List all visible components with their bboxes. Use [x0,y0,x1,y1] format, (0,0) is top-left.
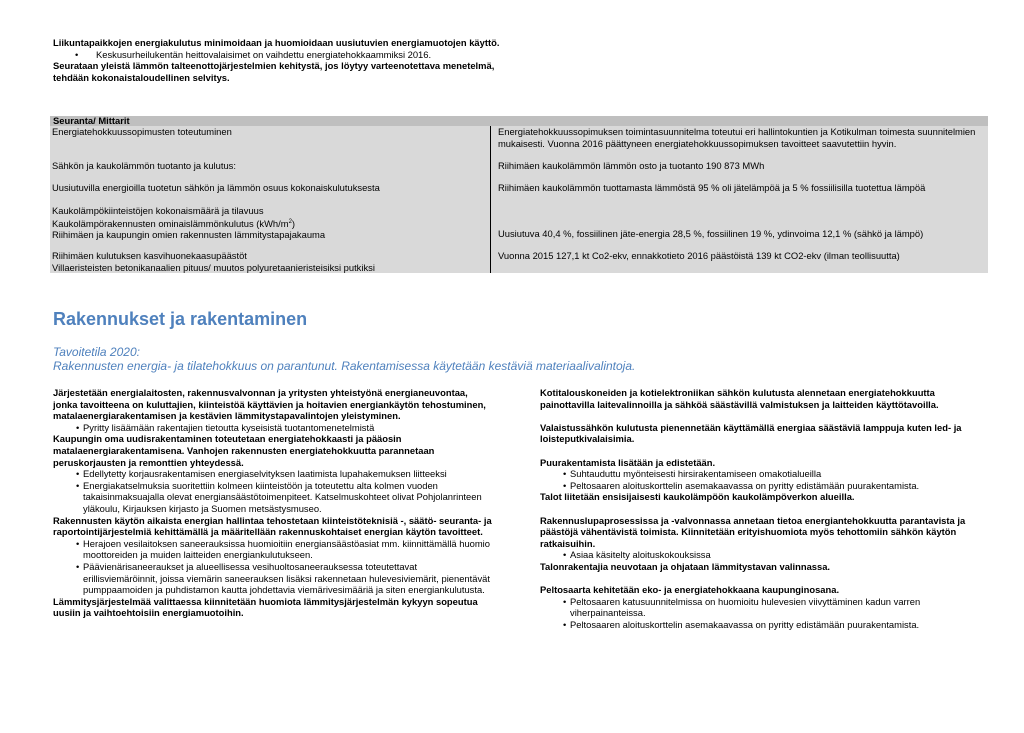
bullet-list [540,468,980,491]
paragraph: Talonrakentajia neuvotaan ja ohjataan lämmitystavan valinnassa. [540,560,831,572]
table-cell-line [52,217,484,230]
table-cell-left: Energiatehokkuussopimusten toteutuminen [52,126,232,137]
list-item: • Peltosaaren aloituskorttelin asemakaavassa on pyritty edistämään puurakentamista. [540,480,980,492]
left-column [53,387,493,619]
table-cell-left: Uusiutuvilla energioilla tuotetun sähkön ja lämmön osuus kokonaiskulutuksesta [52,182,380,193]
paragraph: Kaupungin oma uudisrakentaminen toteutetaan energiatehokkaasti ja pääosin matalaenergiarakentamisena. Vanhojen rakennusten energiatehokkuutta parannetaan peruskorjausten ja remonttien yhteydessä. [53,433,435,468]
intro-block [53,37,503,83]
paragraph: Rakennuslupaprosessissa ja -valvonnassa annetaan tietoa energiantehokkuutta parantavista ja päästöjä vähentävistä toimista. Kiinnitetään erityishuomiota myös tehottomiin sähkön käytön ratkaisuihin. [540,514,966,549]
table-cell-right: Riihimäen kaukolämmön lämmön osto ja tuotanto 190 873 MWh [498,160,765,171]
metrics-table [50,116,988,273]
list-item: • Suhtauduttu myönteisesti hirsirakentamiseen omakotialueilla [540,468,980,480]
spacer [540,445,980,457]
table-cell-line: Riihimäen kulutuksen kasvihuonekaasupäästöt [52,250,247,261]
paragraph: Puurakentamista lisätään ja edistetään. [540,456,716,468]
paragraph: Rakennusten käytön aikaista energian hallintaa tehostetaan kiinteistöteknisiä -, säätö- seuranta- ja raportointijärjestelmiä kehittämällä ja määritellään rakennuskohtaiset energian käytön tavoitteet. [53,514,492,538]
list-item: • Herajoen vesilaitoksen saneerauksissa huomioitiin energiansäästöasiat mm. kiinnittämällä huomio moottoreiden ja muiden laitteiden energiankulutukseen. [53,538,493,561]
list-item: • Edellytetty korjausrakentamisen energiaselvityksen laatimista lupahakemuksen liitteeksi [53,468,493,480]
intro-line-1: Liikuntapaikkojen energiakulutus minimoidaan ja huomioidaan uusiutuvien energiamuotojen käyttö. [53,37,500,48]
spacer [540,503,980,515]
paragraph: Kotitalouskoneiden ja kotielektroniikan sähkön kulutusta alennetaan energiatehokkuutta painottavilla laitevalinnoilla ja sähköä säästävillä valmistuksen ja laitteiden käyttötavoilla. [540,387,939,410]
goal-label: Tavoitetila 2020: [53,345,140,359]
list-item: • Pyritty lisäämään rakentajien tietoutta kyseisistä tuotantomenetelmistä [53,422,493,434]
table-cell-right: Vuonna 2015 127,1 kt Co2-ekv, ennakkotieto 2016 päästöistä 139 kt CO2-ekv (ilman teollisuutta) [498,250,900,261]
superscript: 2 [288,218,292,225]
bullet-list [53,422,493,434]
spacer [540,573,980,585]
spacer [540,410,980,422]
table-cell-right: Energiatehokkuussopimuksen toimintasuunnitelma toteutui eri hallintokuntien ja Kotikulman toimesta suunnitelmien mukaisesti. Vuonna 2016 päättyneen energiatehokkuussopimuksen tavoitteet saavutettiin hyvin. [498,126,976,149]
list-item: • Energiakatselmuksia suoritettiin kolmeen kiinteistöön ja toteutettu alta kolmen vuoden takaisinmaksuajalla olevat energiansäästötoimenpiteet. Katselmuskohteet olivat Pohjolanrinteen yläkoulu, Kirjauksen kirjasto ja Suomen metsästysmuseo. [53,480,493,515]
table-cell-right: Uusiutuva 40,4 %, fossiilinen jäte-energia 28,5 %, fossiilinen 19 %, ydinvoima 12,1 % (sähkö ja lämpö) [498,228,924,239]
list-item: • Keskusurheilukentän heittovalaisimet on vaihdettu energiatehokkaammiksi 2016. [53,49,503,61]
table-cell-line: Riihimäen ja kaupungin omien rakennusten lämmitystapajakauma [52,229,326,241]
paragraph: Talot liitetään ensisijaisesti kaukolämpöön kaukolämpöverkon alueilla. [540,491,855,503]
list-item: • Päävienärisaneeraukset ja alueellisessa vesihuoltosaneerauksessa toteutettavat erillisviemäröinnit, joissa viemärin saneerauksen lisäksi rakennetaan hulevesiviemärit, pienentävät pumppaamoiden ja puhdistamon kautta johdettavia viemärivesimääriä ja siten energiankulutusta. [53,561,493,596]
table-cell-left: Sähkön ja kaukolämmön tuotanto ja kulutus: [52,160,236,171]
bullet-list [540,549,980,561]
paragraph: Lämmitysjärjestelmää valittaessa kiinnitetään huomiota lämmitysjärjestelmän kykyyn sopeutua uusiin ja vaihtoehtoisiin energiamuotoihin. [53,595,478,619]
list-item: • Peltosaaren katusuunnitelmissa on huomioitu hulevesien viivyttäminen kadun varren viherpainanteissa. [540,596,980,619]
table-cell-left [52,250,484,273]
right-column [540,387,980,630]
bullet-list [540,596,980,631]
paragraph: Valaistussähkön kulutusta pienennetään käyttämällä energiaa säästäviä lamppuja kuten led- ja loisteputkivalaisimia. [540,421,962,445]
bullet-list [53,468,493,514]
table-cell-right: Riihimäen kaukolämmön tuottamasta lämmöstä 95 % oli jätelämpöä ja 5 % fossiilisilla tuotettua lämpöä [498,182,926,193]
list-item: • Peltosaaren aloituskorttelin asemakaavassa on pyritty edistämään puurakentamista. [540,619,980,631]
section-title: Rakennukset ja rakentaminen [53,309,308,329]
table-cell-text: Kaukolämpörakennusten ominaislämmönkulutus (kWh/m [52,217,289,229]
list-item: • Asiaa käsitelty aloituskokouksissa [540,549,980,561]
goal-text: Rakennusten energia- ja tilatehokkuus on parantunut. Rakentamisessa käytetään kestäviä materiaalivalintoja. [53,359,636,373]
table-cell-line: Kaukolämpökiinteistöjen kokonaismäärä ja tilavuus [52,205,264,216]
intro-line-2: Seurataan yleistä lämmön talteenottojärjestelmien kehitystä, jos löytyy varteenotettava menetelmä, tehdään kokonaistaloudellinen selvitys. [53,60,495,83]
paragraph: Järjestetään energialaitosten, rakennusvalvonnan ja yritysten yhteistyönä energianeuvontaa, jonka tavoitteena on kuluttajien, kiinteistöä käyttävien ja hoitavien energiankäytön tehostuminen, matalaenergiarakentamisen ja kestävien lämmitystapavalintojen yleistyminen. [53,387,486,422]
goal-block [53,345,753,373]
bullet-list [53,538,493,596]
intro-bullet-list [53,49,503,61]
table-cell-left [52,205,484,241]
metrics-table-header [50,116,988,126]
paragraph: Peltosaarta kehitetään eko- ja energiatehokkaana kaupunginosana. [540,584,840,596]
table-cell-text: ) [291,217,296,229]
table-cell-line: Villaeristeisten betonikanaalien pituus/ muutos polyuretaanieristeisiksi putkiksi [52,261,375,273]
metrics-table-header-label: Seuranta/ Mittarit [53,115,130,126]
table-divider [490,126,491,273]
